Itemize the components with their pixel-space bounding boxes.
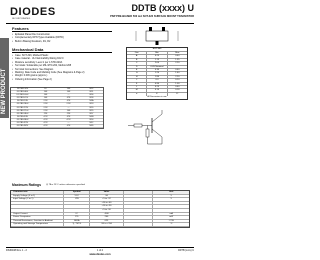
feature-item: • Built-In Biasing Resistors, R1, R2 — [12, 40, 112, 43]
table-cell: 10K — [43, 94, 48, 97]
table-cell: 0.10 — [147, 89, 167, 91]
table-cell — [168, 66, 187, 68]
header-cell: Dim — [127, 52, 147, 54]
dimensions-table — [126, 47, 188, 100]
table-cell: B — [127, 59, 147, 61]
table-cell: 1.40 — [175, 72, 180, 75]
ratings-table — [10, 190, 190, 228]
table-cell: DDTB122JU — [16, 100, 29, 103]
header-cell: Characteristic — [11, 191, 64, 194]
table-cell: E — [127, 69, 147, 71]
table-cell: 10K — [43, 91, 48, 94]
table-cell: 4.7K — [43, 118, 48, 121]
table-cell: N58 — [89, 97, 94, 100]
table-cell: 4.7K — [66, 118, 71, 121]
table-cell: 1K — [44, 88, 47, 90]
table-cell: 4.7K — [43, 122, 48, 125]
table-cell: 2.2K — [43, 106, 48, 109]
table-cell: 2.20 — [175, 75, 180, 78]
new-product-label: NEW PRODUCT — [1, 68, 7, 114]
table-cell: 0.18 — [175, 89, 180, 92]
table-cell: 4.7K — [43, 125, 48, 128]
table-cell: 22K — [66, 112, 71, 115]
table-cell — [124, 205, 154, 208]
part-number-table — [10, 87, 104, 129]
header-cell — [124, 191, 154, 194]
ratings-heading: Maximum Ratings — [12, 183, 42, 187]
part-number: DDTB (xxxx) U — [131, 3, 194, 13]
table-cell: 0.65 Nominal — [147, 66, 167, 68]
table-cell: -500 — [90, 213, 124, 216]
table-cell — [153, 205, 189, 208]
table-cell: Output Current — [11, 213, 64, 216]
table-cell — [64, 209, 90, 212]
table-cell: DDTB123EU — [16, 103, 29, 106]
table-cell — [124, 198, 154, 201]
logo-text: DIODES — [10, 6, 56, 18]
mechanical-divider — [12, 52, 112, 53]
table-cell: Power Dissipation — [11, 216, 64, 219]
table-cell: N54 — [89, 118, 94, 121]
dimensions-note: All Dimensions in mm — [147, 96, 167, 99]
document-subtitle: PNP PRE-BIASED 500 mA SOT-323 SURFACE MOUNT TRANSISTOR — [110, 15, 194, 18]
table-cell — [153, 202, 189, 205]
table-cell: DDTB143ZU — [16, 125, 29, 128]
company-logo — [6, 4, 56, 20]
table-cell: V — [170, 194, 172, 197]
table-cell: 0.25 — [147, 86, 167, 88]
table-cell: N5A — [89, 100, 94, 103]
header-cell: Value — [90, 191, 124, 194]
mechanical-item: • Marking: Date Code and Marking Code (See Diagrams & Page 2) — [12, 71, 120, 74]
table-note-row — [127, 96, 187, 99]
table-cell: 47K — [66, 115, 71, 118]
table-cell: 2.2K — [66, 103, 71, 106]
table-cell: 0.40 — [175, 85, 180, 88]
features-divider — [12, 31, 112, 32]
table-cell: G — [127, 72, 147, 74]
table-cell: 10K — [66, 109, 71, 112]
table-cell: +5 to -10 — [90, 209, 124, 212]
table-cell: 0.25 — [147, 55, 167, 57]
table-cell: 47K — [66, 125, 71, 128]
table-cell: DDTB114EU — [16, 91, 29, 94]
table-cell — [11, 205, 64, 208]
ratings-condition: @ TA = 25°C unless otherwise specified — [46, 184, 85, 186]
table-cell: 625 — [90, 220, 124, 223]
table-cell: 10K — [43, 97, 48, 100]
table-cell: 0° — [147, 93, 167, 96]
table-cell: 2.2K — [43, 100, 48, 103]
table-cell: N52 — [89, 88, 94, 90]
table-cell — [11, 209, 64, 212]
table-cell — [64, 205, 90, 208]
table-cell: N51 — [89, 91, 94, 94]
table-cell — [11, 202, 64, 205]
table-cell: 200 — [90, 216, 124, 219]
table-cell: N57 — [89, 112, 94, 115]
mechanical-item: • Terminals: Solderable per MIL-STD-202, Method 208 — [12, 64, 120, 67]
footer-part-number: DDTB (xxxx) U — [178, 249, 194, 252]
mechanical-list — [12, 54, 120, 81]
table-cell: N59 — [89, 106, 94, 109]
table-cell: α — [127, 93, 147, 96]
table-cell — [124, 195, 154, 198]
table-cell: DDTB123YU — [16, 109, 29, 112]
table-cell: PD — [64, 216, 90, 219]
table-cell: IC — [64, 213, 90, 216]
table-cell — [124, 202, 154, 205]
mechanical-item: • Moisture sensitivity: Level 1 per J-STD-020A — [12, 61, 120, 64]
table-cell: 0.90 — [147, 83, 167, 85]
features-heading: Features — [12, 26, 29, 31]
table-cell: N53 — [89, 103, 94, 106]
table-cell: 0.10 — [175, 79, 180, 82]
table-cell: V — [170, 198, 172, 201]
table-cell: DDTB142JU — [16, 115, 29, 118]
table-cell: +10 to -40 — [90, 202, 124, 205]
table-cell: 47K — [66, 100, 71, 103]
table-cell: DDTB123TU — [16, 106, 29, 109]
header-cell: Symbol — [64, 191, 90, 194]
table-cell: H — [127, 76, 147, 78]
header-cell: Max — [175, 52, 180, 54]
table-cell: D — [127, 66, 147, 68]
table-cell — [124, 223, 154, 226]
feature-item: • Complementary NPN Types Available (DDTD) — [12, 36, 112, 39]
table-cell — [124, 213, 154, 216]
table-cell: -55 to +150 — [90, 223, 124, 226]
table-cell: 47K — [66, 97, 71, 100]
table-cell: 22K — [43, 112, 48, 115]
mechanical-item: • Terminal Connections: See Diagram — [12, 68, 120, 71]
header-divider — [6, 23, 194, 24]
table-cell: — — [67, 106, 70, 109]
table-cell: 10K — [66, 91, 71, 94]
table-cell: Input Voltage (2 to 1) — [11, 198, 64, 201]
dimensions-table-title: SOT-323 — [127, 48, 187, 52]
table-cell: 2.2K — [43, 109, 48, 112]
table-cell: 8° — [176, 92, 179, 95]
table-cell: N5D — [89, 125, 94, 128]
mechanical-heading: Mechanical Data — [12, 47, 44, 52]
new-product-tab — [0, 38, 9, 118]
table-cell: VCC — [64, 195, 90, 198]
table-cell: 2.20 — [175, 62, 180, 65]
table-cell: A — [127, 55, 147, 57]
table-cell — [124, 209, 154, 212]
table-cell: 1.15 — [147, 59, 167, 61]
table-cell: 10K — [66, 88, 71, 90]
table-cell: N55 — [89, 109, 94, 112]
transistor-schematic — [126, 108, 186, 150]
logo-subtext: INCORPORATED — [12, 18, 31, 20]
table-cell: 0.0 — [147, 79, 167, 81]
table-cell: -50 — [90, 195, 124, 198]
table-cell: 2.00 — [147, 62, 167, 64]
mechanical-item: • Ordering Information (See Page 2) — [12, 78, 120, 81]
table-cell: Tj, TSTG — [64, 223, 90, 226]
table-cell: 1.20 — [147, 72, 167, 74]
features-list — [12, 33, 112, 43]
table-cell: 4.7K — [43, 115, 48, 118]
table-cell: Supply Voltage (3 to 1) — [11, 195, 64, 198]
table-cell: DDTB143TU — [16, 122, 29, 125]
table-cell: — — [67, 122, 70, 125]
table-cell: J — [127, 79, 147, 81]
table-cell: — — [67, 94, 70, 97]
table-cell: L — [127, 86, 147, 88]
table-cell: DDTB114GU — [16, 94, 29, 97]
table-cell: N5B — [89, 115, 94, 118]
table-cell: RθJA — [64, 220, 90, 223]
footer-divider — [6, 247, 194, 248]
table-cell: 1.00 — [175, 82, 180, 85]
document-revision: DS30438 Rev. 1 - 2 — [6, 249, 27, 252]
table-cell — [124, 216, 154, 219]
table-cell: Thermal Resistance, Junction to Ambient — [11, 220, 64, 223]
table-cell: +5 to -12 — [90, 198, 124, 201]
mechanical-item: • Weight: 0.006 grams (approx.) — [12, 74, 120, 77]
page-number: 1 of 4 — [97, 249, 103, 252]
feature-item: • Epitaxial Planar Die Construction — [12, 33, 112, 36]
table-cell: 2.2K — [43, 103, 48, 106]
mechanical-item: • Case material - UL Flammability Rating 94V-0 — [12, 57, 120, 60]
table-cell: 0.40 — [175, 55, 180, 58]
table-cell — [153, 209, 189, 212]
table-cell: DDTB114YU — [16, 97, 29, 100]
table-row — [11, 223, 189, 227]
table-cell: 0.40 — [175, 68, 180, 71]
table-cell: DDTB124EU — [16, 112, 29, 115]
table-cell: °C/W — [168, 219, 174, 222]
table-cell — [124, 220, 154, 223]
table-cell: 1.35 — [175, 58, 180, 61]
header-cell: Min — [147, 52, 167, 54]
header-cell: Unit — [169, 191, 174, 193]
table-cell: DDTB143EU — [16, 118, 29, 121]
table-row — [11, 125, 103, 128]
mechanical-item: • Case: SOT-323, Molded Plastic — [12, 54, 120, 57]
table-cell: VIN — [64, 198, 90, 201]
table-cell: K — [127, 83, 147, 85]
table-cell: 1.80 — [147, 76, 167, 78]
table-cell: M — [127, 89, 147, 91]
table-cell: °C — [169, 223, 173, 226]
table-cell: N5C — [89, 122, 94, 125]
table-cell: N56 — [89, 94, 94, 97]
package-outline-diagram — [128, 26, 188, 46]
table-cell — [64, 202, 90, 205]
table-cell: 0.30 — [147, 69, 167, 71]
table-cell: Operating and Storage Temperature — [11, 223, 64, 226]
table-cell: mW — [169, 216, 174, 219]
table-cell: +10 to -30 — [90, 205, 124, 208]
table-cell: DDTB113ZU — [16, 88, 29, 90]
table-cell: mA — [169, 212, 173, 215]
website-link[interactable]: www.diodes.com — [89, 253, 111, 256]
table-cell: C — [127, 62, 147, 64]
